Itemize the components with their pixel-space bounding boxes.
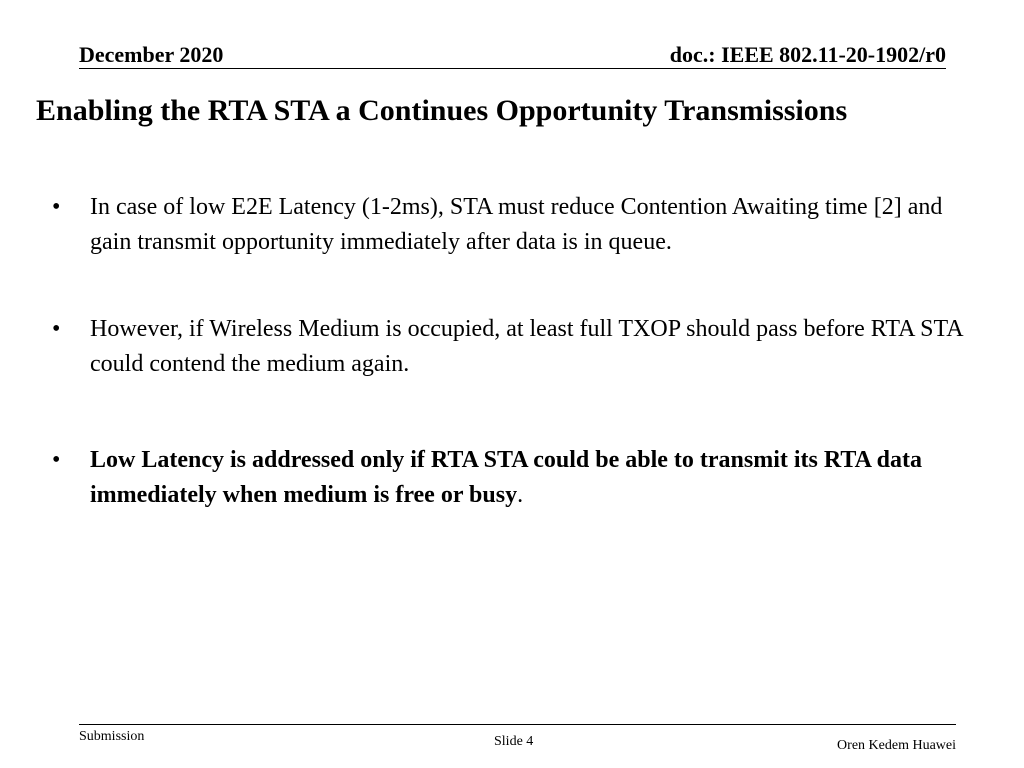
- bullet-text: In case of low E2E Latency (1-2ms), STA must reduce Contention Awaiting time [2] and gain transmit opportunity immediately after data is in queue.: [90, 194, 943, 255]
- bullet-dot-icon: •: [52, 447, 61, 473]
- bullet-text-bold: Low Latency is addressed only if RTA STA could be able to transmit its RTA data immediately when medium is free or busy: [90, 447, 922, 508]
- footer-divider: [79, 724, 956, 725]
- header-doc-id: doc.: IEEE 802.11-20-1902/r0: [669, 42, 946, 67]
- bullet-text-period: .: [517, 482, 524, 508]
- footer-author: Oren Kedem Huawei: [837, 738, 956, 753]
- bullet-dot-icon: •: [52, 194, 61, 220]
- bullet-text-container: [90, 443, 982, 513]
- slide-title: Enabling the RTA STA a Continues Opportunity Transmissions: [36, 94, 848, 127]
- footer-submission: Submission: [79, 729, 145, 744]
- footer-slide-number: Slide 4: [494, 734, 534, 749]
- bullet-item: [52, 312, 982, 382]
- bullet-item: [52, 443, 982, 513]
- bullet-dot-icon: •: [52, 316, 61, 342]
- header-date: December 2020: [79, 42, 224, 67]
- bullet-text: However, if Wireless Medium is occupied, at least full TXOP should pass before RTA STA could contend the medium again.: [90, 316, 963, 377]
- bullet-item: [52, 190, 982, 260]
